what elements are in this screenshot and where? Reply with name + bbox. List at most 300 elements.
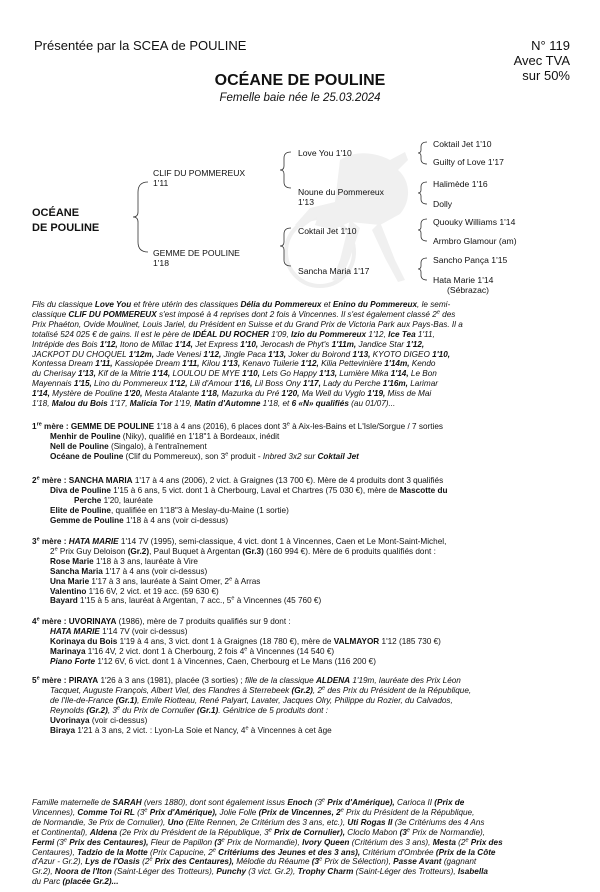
family-horse: Comme Toi RL — [77, 807, 135, 817]
text-span: (3e Critériums des 4 Ans — [392, 817, 485, 827]
highlight-name: Malou du Bois — [51, 399, 108, 409]
fifth-dam-line — [32, 696, 572, 706]
highlight-name: CLIF DU POMMEREUX — [68, 309, 157, 319]
highlight-name: 1'16, — [232, 379, 255, 389]
family-horse: Critériums des Jeunes et des 3 ans), — [215, 847, 363, 857]
family-horse: Prix d'Amérique), — [324, 798, 397, 807]
superscript: e — [63, 836, 67, 843]
superscript: e — [465, 836, 469, 843]
intro-line — [32, 369, 572, 379]
text-span: du Prix de Cornulier — [119, 705, 197, 715]
text-span: et — [321, 300, 333, 309]
text-span: (Critérium des 3 ans), — [349, 837, 433, 847]
dam-sire: Coktail Jet 1'10 — [298, 226, 357, 236]
text-span: Centaures), — [32, 847, 78, 857]
inbred-note: Inbred 3x2 sur — [262, 451, 318, 461]
fifth-dam-line — [32, 706, 572, 716]
superscript: e — [406, 826, 410, 833]
produce-line — [32, 452, 572, 462]
subject-name: OCÉANE DE POULINE — [32, 207, 100, 234]
superscript: e — [229, 575, 233, 582]
text-span: Fils du classique — [32, 300, 95, 309]
produce-name: Mascotte du — [399, 485, 448, 495]
italic-run — [50, 686, 471, 695]
highlight-name: 1'12, — [403, 339, 425, 349]
text-span: Jingle Paca — [223, 349, 266, 359]
produce-line — [32, 577, 572, 587]
text-span: Larimar — [410, 379, 438, 389]
pedigree-chart — [0, 130, 600, 300]
inbred-horse — [317, 452, 358, 461]
family-horse: Passe Avant — [393, 857, 442, 867]
produce-name: Elite de Pouline — [50, 505, 111, 515]
text-span: des — [439, 309, 456, 319]
produce-name — [50, 657, 95, 666]
superscript: e — [225, 450, 229, 457]
first-dam-section — [32, 422, 572, 462]
lot-number: N° 119 — [531, 38, 570, 53]
superscript: e — [116, 704, 120, 711]
text-span: Prix de Sélection), — [322, 857, 394, 867]
produce-name: Una Marie — [50, 576, 90, 586]
family-line — [32, 798, 572, 808]
family-horse: SARAH — [112, 798, 142, 807]
group-tag: (Gr.2) — [86, 705, 108, 715]
text-span: Cloclo Mabon — [347, 827, 398, 837]
intro-line — [32, 340, 572, 350]
text-span: (voir ci-dessus) — [89, 715, 148, 725]
family-line — [32, 808, 572, 818]
text-span: Jolie Folle — [219, 807, 257, 817]
produce-name: Gemme de Pouline — [50, 515, 124, 525]
text-span: Kif de la Mitrie — [98, 369, 151, 379]
gg-3: Halimède 1'16 — [433, 179, 488, 189]
text-span: Mayennais — [32, 379, 72, 389]
family-horse: (3 — [397, 827, 407, 837]
group-tag: (Gr.2) — [291, 685, 313, 695]
produce-name: Nell de Pouline — [50, 441, 109, 451]
text-span: 1'19 à 4 ans, 3 vict. dont 1 à Graignes (18 780 €), mère de — [117, 636, 334, 646]
text-span: s'est imposé à 4 reprises dont 2 fois à Vincennes. Il s'est également classé 2 — [156, 309, 437, 319]
produce-line — [32, 432, 572, 442]
produce-line — [32, 596, 572, 606]
text-span: 1'20, lauréate — [101, 495, 153, 505]
text-span: Mystère de Pouline — [52, 389, 123, 399]
third-dam-heading-2: 2e Prix Guy Deloison (Gr.2), Paul Buquet à Argentan (Gr.3) (160 994 €). Mère de 6 produits qualifiés dont : — [50, 546, 436, 556]
text-span: . Génitrice de 5 produits dont : — [218, 705, 328, 715]
fifth-dam-description — [32, 686, 572, 716]
produce-name — [50, 627, 100, 636]
gg-7: Sancho Pança 1'15 — [433, 255, 508, 265]
family-horse: Prix de Cornulier), — [271, 827, 348, 837]
text-span: (Singalo), à l'entraînement — [108, 441, 207, 451]
produce-line — [32, 657, 572, 667]
produce-line — [32, 496, 572, 506]
intro-line — [32, 310, 572, 320]
superscript: e — [231, 595, 235, 602]
text-span: Carioca II — [396, 798, 433, 807]
intro-line — [32, 379, 572, 389]
family-horse: Aldena — [89, 827, 118, 837]
highlight-name: 6 «N» qualifiés — [291, 399, 349, 409]
text-span: 1'17 à 4 ans (voir ci-dessus) — [102, 566, 208, 576]
highlight-name: 1'13, — [75, 369, 99, 379]
text-span: 1'09, — [268, 329, 292, 339]
produce-name: Sancha Maria — [50, 566, 103, 576]
text-span: Jet Express — [195, 339, 238, 349]
highlight-name: 1'10, — [238, 339, 261, 349]
text-span: Lumière Mika — [339, 369, 389, 379]
first-dam-produce — [32, 432, 572, 462]
highlight-name: 1'16m, — [380, 379, 411, 389]
gg-2: Guilty of Love 1'17 — [433, 157, 504, 167]
produce-line — [32, 716, 572, 726]
text-span: (Niky), qualifié en 1'18"1 à Bordeaux, inédit — [120, 431, 280, 441]
text-span: à Vincennes (45 760 €) — [234, 596, 322, 606]
text-span: Mélodie du Réaume — [236, 857, 310, 867]
family-horse: Uti Rogas II — [347, 817, 393, 827]
text-span: Vincennes), — [32, 807, 78, 817]
text-span: , qualifiée en 1'18"3 à Meslay-du-Maine (1 sortie) — [110, 505, 289, 515]
text-span: 1'19, — [172, 399, 195, 409]
family-horse: Prix des — [468, 837, 503, 847]
text-span: Le Bon — [410, 369, 437, 379]
family-horse: Mesta — [432, 837, 456, 847]
highlight-name: 1'14, — [150, 369, 173, 379]
text-span: 1'11, — [415, 329, 435, 339]
text-span: à Vincennes (14 540 €) — [247, 646, 335, 656]
superscript: e — [144, 807, 148, 814]
fifth-dam-line — [32, 686, 572, 696]
highlight-name: 1'15, — [71, 379, 95, 389]
fifth-dam-produce — [32, 716, 572, 736]
produce-line — [32, 647, 572, 657]
text-span: Kendo — [411, 359, 436, 369]
family-line — [32, 848, 572, 858]
third-dam-heading: 3e mère : HATA MARIE 1'14 7V (1995), semi-classique, 4 vict. dont 1 à Vincennes, Caen et Le Mont-Saint-Michel, — [32, 536, 447, 546]
fifth-dam-section — [32, 676, 572, 735]
text-span: Lady du Perche — [323, 379, 381, 389]
text-span: Itono de Millac — [119, 339, 173, 349]
family-line — [32, 818, 572, 828]
text-span: Miss de Mai — [387, 389, 432, 399]
produce-name: Perche — [74, 495, 102, 505]
gg-5: Quouky Williams 1'14 — [433, 217, 516, 227]
text-span: d'Azur - Gr.2), — [32, 857, 86, 867]
family-horse: (Prix de — [432, 798, 465, 807]
highlight-name: 1'10, — [429, 349, 451, 359]
intro-line — [32, 359, 572, 369]
group-tag: (Gr.1) — [196, 705, 219, 715]
text-span: du Parc — [32, 877, 61, 887]
family-horse: Prix d'Amérique), — [147, 807, 220, 817]
text-span: (vers 1880), dont sont également issus — [141, 798, 288, 807]
highlight-name: 1'17, — [300, 379, 324, 389]
third-dam-produce — [32, 557, 572, 607]
sire: CLIF DU POMMEREUX 1'11 — [153, 168, 246, 188]
text-span: Prix Phaéton, Ovide Moulinet, Louis Jariel, du Président en Suisse et du Grand Prix de Victoria Park aux Pays-Bas. Il a — [32, 319, 463, 329]
highlight-name: 1'20, — [122, 389, 145, 399]
superscript: e — [149, 856, 153, 863]
gg-6: Armbro Glamour (am) — [433, 236, 517, 246]
text-span: Prix de Normandie), — [409, 827, 486, 837]
horse-description: Femelle baie née le 25.03.2024 — [219, 92, 381, 104]
text-span: totalisé 524 025 € de gains. Il est le père de — [32, 329, 193, 339]
highlight-name: 1'11, — [92, 359, 115, 369]
italic-run — [50, 706, 328, 715]
text-span: 1'18, et — [260, 399, 292, 409]
highlight-name: 1'14, — [172, 339, 196, 349]
text-span: Jade Venesi — [156, 349, 202, 359]
highlight-name: Délia du Pommereux — [240, 300, 322, 309]
superscript: e — [221, 836, 225, 843]
sire-paragraph — [32, 300, 572, 409]
highlight-name: 1'14, — [32, 389, 53, 399]
share-note: sur 50% — [522, 68, 570, 83]
text-span: produit - — [228, 451, 263, 461]
horse-name: OCÉANE DE POULINE — [214, 72, 386, 89]
highlight-name: 1'20, — [279, 389, 302, 399]
family-horse: (3 — [309, 857, 320, 867]
family-paragraph — [32, 798, 572, 887]
text-span: Lili d'Amour — [189, 379, 233, 389]
produce-name-italic: Piano Forte — [50, 656, 96, 666]
text-span: , Emile Riotteau, René Palyart, Lavater, Jacques Olry, Philippe du Rozier, du Calvados, — [137, 695, 453, 705]
text-span: Kilou — [201, 359, 220, 369]
family-horse: Noora de l'Iton — [54, 867, 112, 877]
text-span: Mesta Atalante — [144, 389, 200, 399]
highlight-name: IDÉAL DU ROCHER — [192, 329, 269, 339]
family-line — [32, 828, 572, 838]
dam-dam: Sancha Maria 1'17 — [298, 266, 370, 276]
produce-name: Océane de Pouline — [50, 451, 124, 461]
family-horse: Fermi — [32, 837, 55, 847]
family-horse: (Prix de la Côte — [433, 847, 496, 857]
produce-line — [32, 637, 572, 647]
text-span: (au 01/07)... — [348, 399, 396, 409]
family-line — [32, 838, 572, 848]
text-span: Kenavo Tuilerie — [242, 359, 299, 369]
text-span: Prix de Normandie), — [224, 837, 303, 847]
highlight-name: 1'13, — [219, 359, 243, 369]
produce-line — [32, 567, 572, 577]
highlight-name: 1'12m, — [126, 349, 157, 359]
text-span: JACKPOT DU CHOQUEL — [32, 349, 127, 359]
produce-line — [32, 627, 572, 637]
highlight-name: Izio du Pommereux — [291, 329, 367, 339]
text-span: 1'21 à 3 ans, 2 vict. : Lyon-La Soie et Nancy, 4 — [75, 725, 246, 735]
second-dam-section — [32, 476, 572, 526]
text-span: Joker du Boirond — [288, 349, 351, 359]
inbred-horse-italic: Coktail Jet — [317, 451, 359, 461]
produce-name: Rose Marie — [50, 556, 94, 566]
family-horse: Prix des Centaures), — [152, 857, 237, 867]
text-span: , 2 — [312, 685, 323, 695]
text-span: Ma Well du Vyglo — [301, 389, 366, 399]
gg-4: Dolly — [433, 199, 453, 209]
gg-1: Coktail Jet 1'10 — [433, 139, 492, 149]
text-span: 1'12 (185 730 €) — [379, 636, 441, 646]
superscript: e — [340, 807, 344, 814]
gg-8: Hata Marie 1'14 (Sébrazac) — [433, 275, 494, 295]
text-span: 1'16 4V, 2 vict. dont 1 à Cherbourg, 2 fois 4 — [85, 646, 245, 656]
highlight-name: 1'13, — [265, 349, 289, 359]
produce-line — [32, 587, 572, 597]
text-span: 1'16 6V, 2 vict. et 19 acc. (59 630 €) — [86, 586, 219, 596]
fourth-dam-section — [32, 617, 572, 667]
highlight-name: 1'13, — [350, 349, 373, 359]
text-span: (3 — [54, 837, 64, 847]
second-dam-heading: 2e mère : SANCHA MARIA 1'17 à 4 ans (2006), 2 vict. à Graignes (13 700 €). Mère de 4 produits dont 3 qualifiés — [32, 475, 444, 485]
family-horse: (3 — [212, 837, 222, 847]
family-horse: Isabella — [457, 867, 488, 877]
produce-line — [32, 442, 572, 452]
group-tag: (Gr.1) — [115, 695, 138, 705]
text-span: à Arras — [232, 576, 261, 586]
produce-line — [32, 557, 572, 567]
text-span: Kontessa Dream — [32, 359, 93, 369]
superscript: e — [268, 826, 272, 833]
text-span: Lino du Pommereux — [94, 379, 168, 389]
text-span: 1'12, — [366, 329, 389, 339]
family-line — [32, 867, 572, 877]
highlight-name: Enino du Pommereux — [332, 300, 418, 309]
produce-line — [32, 516, 572, 526]
text-span: (3 — [312, 798, 322, 807]
text-span: et frère utérin des classiques — [131, 300, 241, 309]
superscript: e — [245, 724, 249, 731]
text-span: Gr.2), — [32, 867, 55, 877]
highlight-name: 1'12, — [97, 339, 120, 349]
text-span: de Normandie, 3e Prix de Cornulier), — [32, 817, 168, 827]
produce-name: Menhir de Pouline — [50, 431, 121, 441]
family-horse: (placée Gr.2)... — [60, 877, 119, 887]
highlight-name: 1'12, — [201, 349, 224, 359]
text-span: de l'Ile-de-France — [50, 695, 116, 705]
produce-line — [32, 506, 572, 516]
text-span: Intrépide des Bois — [32, 339, 98, 349]
text-span: , le semi- — [417, 300, 451, 309]
produce-line — [32, 486, 572, 496]
superscript: e — [319, 856, 323, 863]
text-span: 1'18 à 3 ans, lauréate à Vire — [93, 556, 198, 566]
produce-name: Korinaya du Bois — [50, 636, 118, 646]
superscript: e — [436, 309, 440, 316]
first-dam-heading: 1re mère : GEMME DE POULINE 1'18 à 4 ans (2016), 6 places dont 3e à Aix-les-Bains et L'Isle/Sorgue / 7 sorties — [32, 421, 443, 431]
text-span: Mazurka du Pré — [221, 389, 280, 399]
family-horse: Ivory Queen — [302, 837, 350, 847]
text-span: 1'12 6V, 6 vict. dont 1 à Vincennes, Caen, Cherbourg et Le Mans (116 200 €) — [95, 656, 376, 666]
text-span: Jerocash de Phyt's — [260, 339, 330, 349]
text-span: (Prix Capucine, 2 — [147, 847, 213, 857]
superscript: e — [322, 685, 326, 692]
family-horse: Tadzio de la Motte — [77, 847, 148, 857]
intro-line — [32, 389, 572, 399]
family-horse: Uno — [167, 817, 184, 827]
text-span: 1'18, — [32, 399, 52, 409]
highlight-name: 1'12, — [298, 359, 322, 369]
produce-name: VALMAYOR — [333, 636, 380, 646]
text-span: et Continental), — [32, 827, 90, 837]
text-span: 1'17, — [107, 399, 130, 409]
text-span: LOULOU DE MYE — [172, 369, 240, 379]
produce-name: Valentino — [50, 586, 87, 596]
text-span: Fleur de Papillon — [150, 837, 213, 847]
highlight-name: Matin d'Automne — [194, 399, 261, 409]
produce-name: Uvorinaya — [50, 715, 90, 725]
presented-by: Présentée par la SCEA de POULINE — [34, 38, 247, 53]
text-span: (Saint-Léger des Trotteurs), — [111, 867, 217, 877]
family-horse: Lys de l'Oasis — [85, 857, 140, 867]
family-horse: Punchy — [216, 867, 246, 877]
text-span: (Elite Rennen, 2e Critérium des 3 ans, etc.), — [183, 817, 348, 827]
text-span: Lets Go Happy — [262, 369, 317, 379]
highlight-name: 1'11m, — [329, 339, 359, 349]
text-span: classique — [32, 309, 69, 319]
text-span: 1'17 à 3 ans, lauréate à Saint Omer, 2 — [89, 576, 230, 586]
superscript: e — [321, 797, 325, 804]
second-dam-produce — [32, 486, 572, 526]
sire-dam: Noune du Pommereux 1'13 — [298, 187, 384, 207]
text-span: 1'14 7V (voir ci-dessus) — [99, 626, 188, 636]
text-span: Reynolds — [50, 705, 87, 715]
family-line — [32, 877, 572, 887]
highlight-name: 1'18, — [199, 389, 222, 399]
highlight-name: 1'10, — [239, 369, 263, 379]
text-span: (gagnant — [441, 857, 477, 867]
text-span: 1'18 à 4 ans (voir ci-dessus) — [123, 515, 229, 525]
text-span: du Cherisay — [32, 369, 76, 379]
produce-name: Biraya — [50, 725, 76, 735]
produce-name: Marinaya — [50, 646, 86, 656]
text-span: (2 — [139, 857, 150, 867]
text-span: Jandice Star — [358, 339, 404, 349]
intro-line — [32, 330, 572, 340]
family-horse: Enoch — [287, 798, 313, 807]
fourth-dam-produce — [32, 627, 572, 667]
vat-note: Avec TVA — [513, 53, 570, 68]
intro-line — [32, 300, 572, 310]
highlight-name: 1'13, — [316, 369, 340, 379]
text-span: (3 vict. Gr.2), — [246, 867, 298, 877]
fifth-dam-heading: 5e mère : PIRAYA 1'26 à 3 ans (1981), placée (3 sorties) ; fille de la classique ALDENA 1'19m, lauréate des Prix Léon — [32, 675, 461, 685]
fourth-dam-heading: 4e mère : UVORINAYA (1986), mère de 7 produits qualifiés sur 9 dont : — [32, 616, 291, 626]
superscript: e — [212, 846, 216, 853]
highlight-name: 1'12, — [167, 379, 190, 389]
intro-line — [32, 320, 572, 330]
text-span: Critérium d'Ombrée — [362, 847, 434, 857]
family-line — [32, 857, 572, 867]
text-span: (2 — [455, 837, 466, 847]
superscript: e — [244, 645, 248, 652]
highlight-name: Love You — [94, 300, 132, 309]
text-span: , 3 — [107, 705, 117, 715]
text-span: Kilia Pettevinière — [321, 359, 383, 369]
text-span: (Clif du Pommereux), son 3 — [123, 451, 226, 461]
text-span: 1'15 à 5 ans, lauréat à Argentan, 7 acc., 5 — [77, 596, 232, 606]
highlight-name: Malicia Tor — [129, 399, 173, 409]
highlight-name: Ice Tea — [388, 329, 416, 339]
text-span: Famille maternelle de — [32, 798, 113, 807]
text-span: (3 — [134, 807, 145, 817]
text-span: à Vincennes à cet âge — [248, 725, 332, 735]
text-span: Kassiopée Dream — [114, 359, 180, 369]
intro-line — [32, 350, 572, 360]
text-span: 1'15 à 6 ans, 5 vict. dont 1 à Cherbourg, Laval et Chartres (75 030 €), mère de — [110, 485, 400, 495]
text-span: (2e Prix du Président de la République, 3 — [117, 827, 269, 837]
family-horse: Prix des Centaures), — [66, 837, 151, 847]
text-span: Tacquet, Auguste François, Albert Viel, des Flandres à Sterrebeek — [50, 685, 292, 695]
